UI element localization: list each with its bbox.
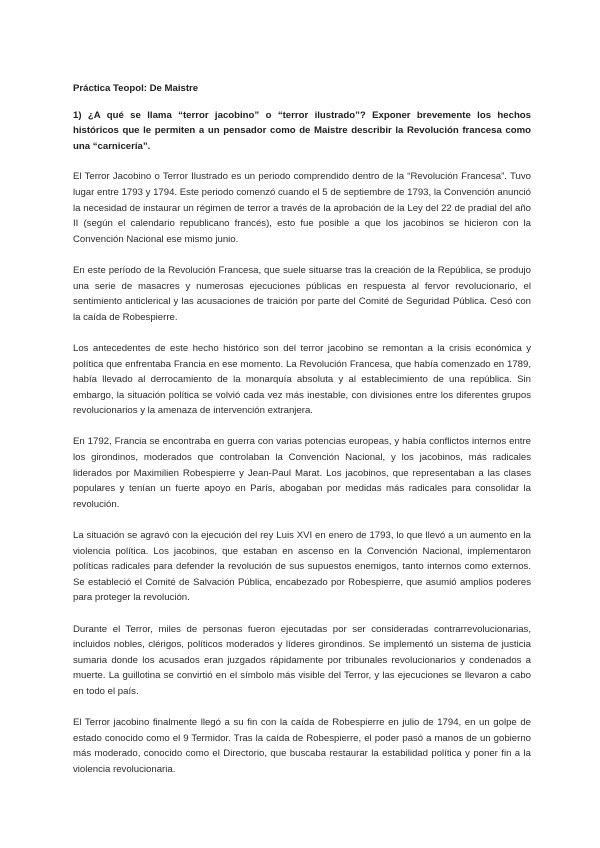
document-title: Práctica Teopol: De Maistre bbox=[73, 83, 199, 94]
paragraph: Durante el Terror, miles de personas fueron ejecutadas por ser consideradas contrarrevolucionarias, incluidos nobles, clérigos, políticos moderados y líderes girondinos. Se implementó un sistema de justicia sumaria donde los acusados eran juzgados rápidamente por tribunales revolucionarios y condenados a muerte. La guillotina se convirtió en el símbolo más visible del Terror, y las ejecuciones se llevaron a cabo en todo el país. bbox=[73, 623, 531, 697]
question-heading: 1) ¿A qué se llama “terror jacobino” o “terror ilustrado”? Exponer brevemente los hechos históricos que le permiten a un pensador como de Maistre describir la Revolución francesa como una “carnicería”. bbox=[73, 109, 531, 152]
paragraph: En 1792, Francia se encontraba en guerra con varias potencias europeas, y había conflictos internos entre los girondinos, moderados que controlaban la Convención Nacional, y los jacobinos, más radicales liderados por Maximilien Robespierre y Jean-Paul Marat. Los jacobinos, que representaban a las clases populares y tenían un fuerte apoyo en París, abogaban por medidas más radicales para consolidar la revolución. bbox=[73, 436, 531, 510]
paragraph: Los antecedentes de este hecho histórico son del terror jacobino se remontan a la crisis económica y política que enfrentaba Francia en ese momento. La Revolución Francesa, que había comenzado en 1789, había llevado al derrocamiento de la monarquía absoluta y al establecimiento de una república. Sin embargo, la situación política se volvió cada vez más inestable, con divisiones entre los diferentes grupos revolucionarios y la amenaza de intervención extranjera. bbox=[73, 342, 531, 417]
paragraph: El Terror jacobino finalmente llegó a su fin con la caída de Robespierre en julio de 1794, en un golpe de estado conocido como el 9 Termidor. Tras la caída de Robespierre, el poder pasó a manos de un gobierno más moderado, conocido como el Directorio, que buscaba restaurar la estabilidad política y poner fin a la violencia revolucionaria. bbox=[73, 717, 531, 775]
paragraph: La situación se agravó con la ejecución del rey Luis XVI en enero de 1793, lo que llevó a un aumento en la violencia política. Los jacobinos, que estaban en ascenso en la Convención Nacional, implementaron políticas radicales para defender la revolución de sus supuestos enemigos, tanto internos como externos. Se estableció el Comité de Salvación Pública, encabezado por Robespierre, que asumió amplios poderes para proteger la revolución. bbox=[73, 530, 531, 604]
paragraph: En este período de la Revolución Francesa, que suele situarse tras la creación de la República, se produjo una serie de masacres y numerosas ejecuciones públicas en respuesta al fervor revolucionario, el sentimiento anticlerical y las acusaciones de traición por parte del Comité de Seguridad Pública. Cesó con la caída de Robespierre. bbox=[73, 264, 531, 323]
document-page bbox=[73, 81, 531, 793]
paragraph: El Terror Jacobino o Terror Ilustrado es un periodo comprendido dentro de la “Revolución Francesa”. Tuvo lugar entre 1793 y 1794. Este periodo comenzó cuando el 5 de septiembre de 1793, la Convención anunció la necesidad de instaurar un régimen de terror a través de la aprobación de la Ley del 22 de pradial del año II (según el calendario republicano francés), esto fue posible a que los jacobinos se hicieron con la Convención Nacional ese mismo junio. bbox=[73, 171, 531, 245]
